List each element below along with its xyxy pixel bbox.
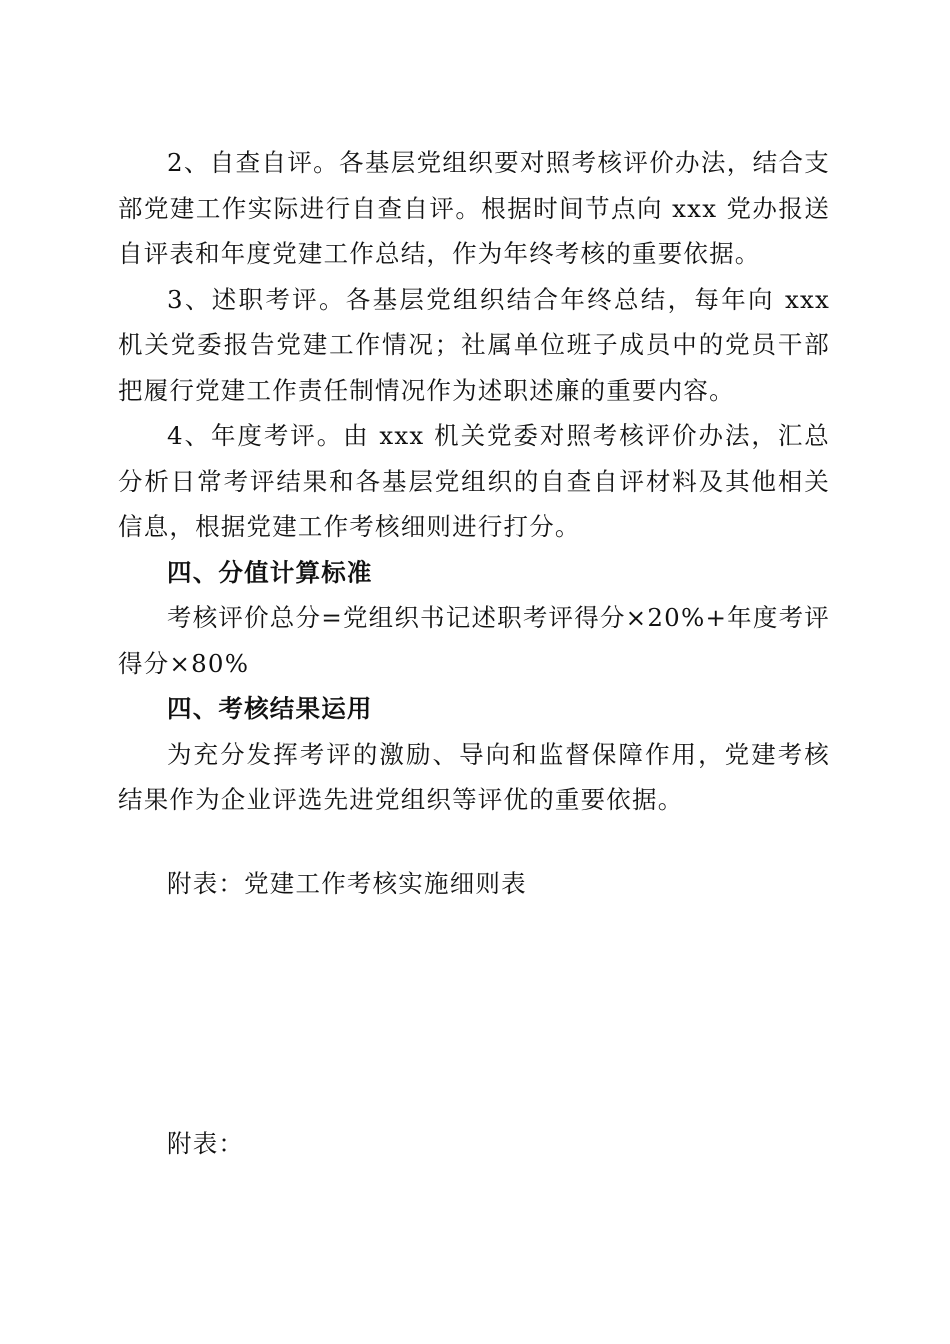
paragraph-score-formula: 考核评价总分=党组织书记述职考评得分×20%+年度考评得分×80%: [118, 603, 830, 678]
section-heading-score: 四、分值计算标准: [167, 557, 373, 587]
paragraph-annual-review: 4、年度考评。由 xxx 机关党委对照考核评价办法，汇总分析日常考评结果和各基层党组织的自查自评材料及其他相关信息，根据党建工作考核细则进行打分。: [118, 421, 830, 541]
section-heading-result: 四、考核结果运用: [167, 694, 373, 723]
paragraph-report-review: 3、述职考评。各基层党组织结合年终总结，每年向 xxx 机关党委报告党建工作情况；社属单位班子成员中的党员干部把履行党建工作责任制情况作为述职述廉的重要内容。: [118, 284, 830, 405]
paragraph-result-usage: 为充分发挥考评的激励、导向和监督保障作用，党建考核结果作为企业评选先进党组织等评优的重要依据。: [118, 739, 830, 814]
paragraph-self-review: 2、自查自评。各基层党组织要对照考核评价办法，结合支部党建工作实际进行自查自评。根据时间节点向 xxx 党办报送自评表和年度党建工作总结，作为年终考核的重要依据。: [118, 148, 830, 268]
annex-reference: 附表：党建工作考核实施细则表: [167, 868, 527, 898]
document-body: [118, 140, 830, 906]
annex-label: 附表：: [167, 1129, 245, 1158]
spacer: [118, 823, 830, 861]
